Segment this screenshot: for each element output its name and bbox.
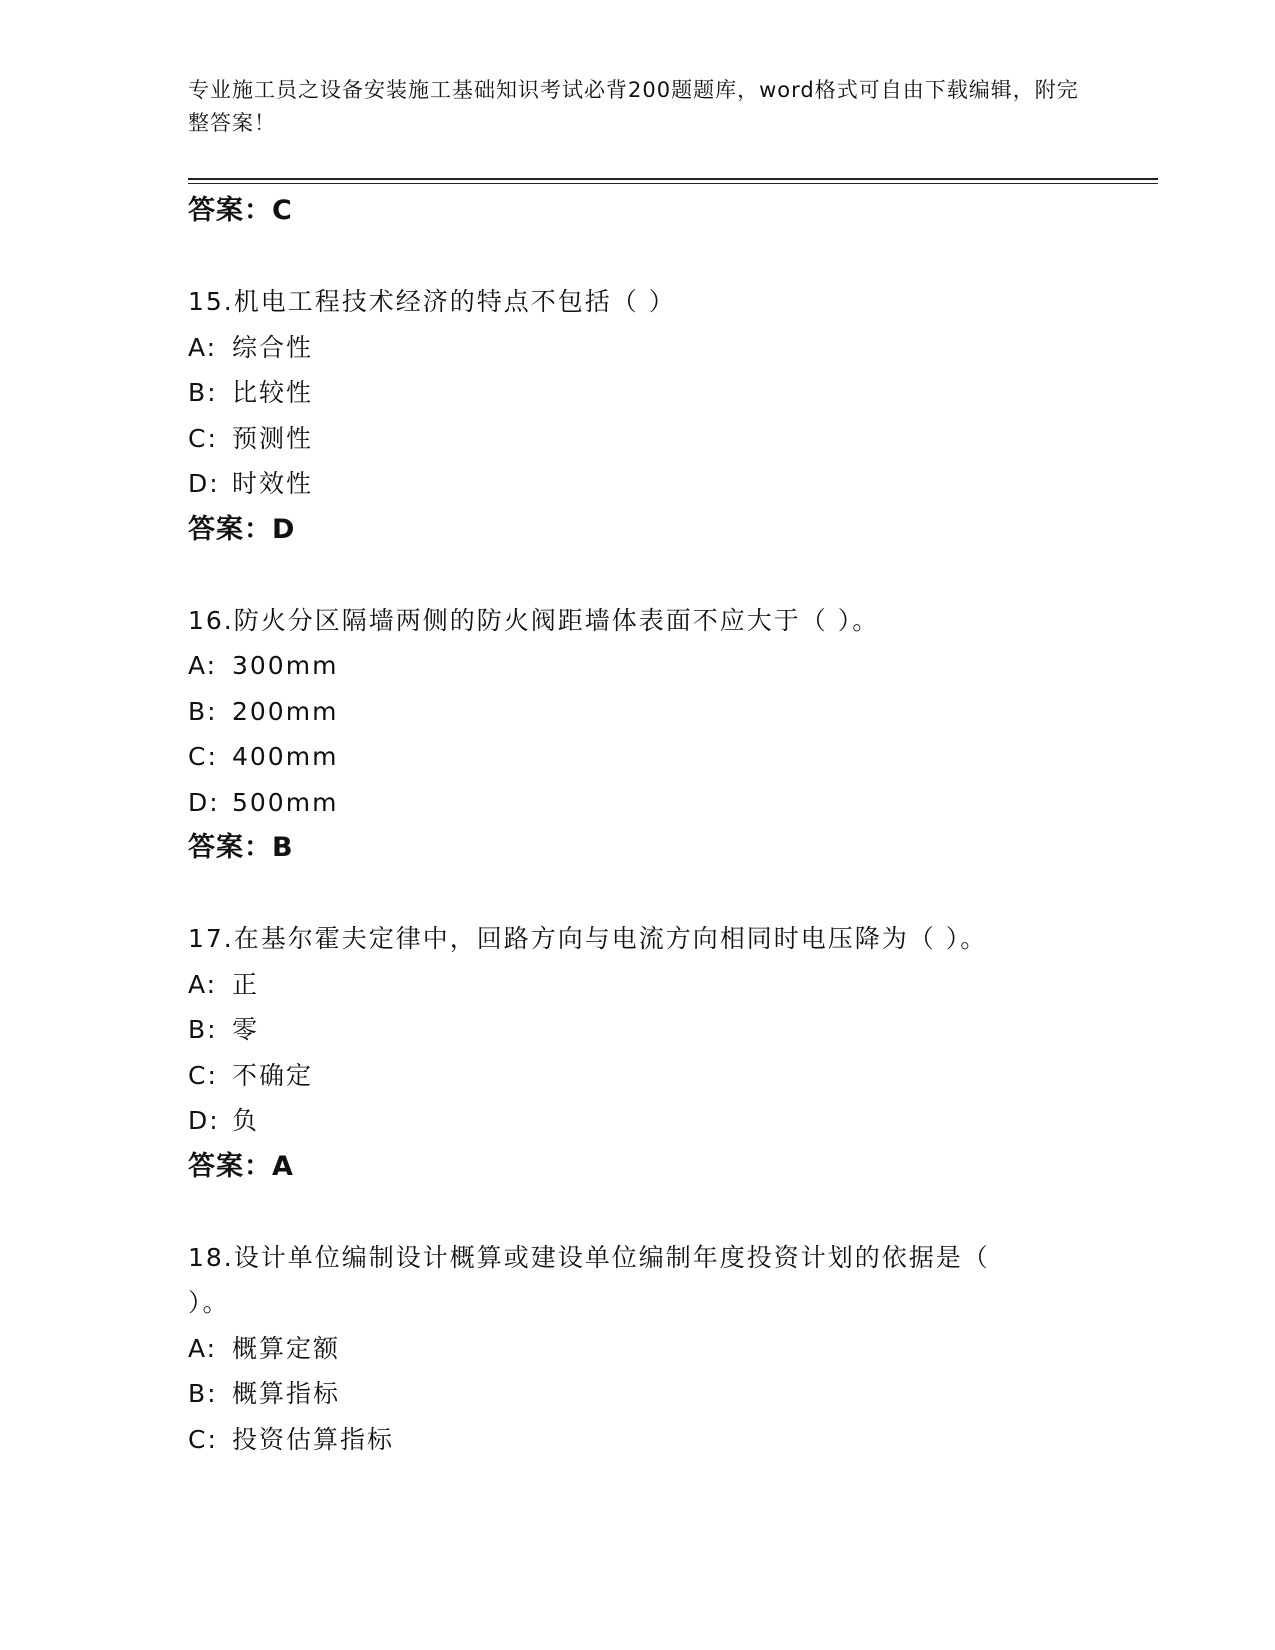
question-stem: 15.机电工程技术经济的特点不包括（ ） [188,287,676,316]
option-a [188,1326,1068,1372]
option-text: 预测性 [232,423,314,453]
option-b [188,370,1068,416]
question-stem: 17.在基尔霍夫定律中，回路方向与电流方向相同时电压降为（ ）。 [188,924,988,953]
option-label: B: [188,378,218,407]
option-text: 零 [232,1015,260,1044]
option-label: C: [188,1424,218,1454]
question-16 [188,598,1068,871]
answer: 答案：A [188,1150,294,1182]
option-text: 概算定额 [232,1333,341,1363]
option-label: C: [188,423,218,453]
option-d [188,461,1068,507]
prev-answer: 答案：C [188,195,293,226]
option-a [188,325,1068,371]
option-label: D: [188,469,220,498]
header-rule-thick [188,178,1158,180]
spacer [188,871,1068,917]
option-b [188,689,1068,735]
option-c [188,734,1068,780]
document-header: 专业施工员之设备安装施工基础知识考试必背200题题库，word格式可自由下载编辑，附完整答案！ [188,78,1079,135]
option-label: A: [188,1333,218,1363]
question-stem-line-1: 18.设计单位编制设计概算或建设单位编制年度投资计划的依据是（ [188,1242,990,1272]
spacer [188,552,1068,598]
option-text: 300mm [232,651,339,680]
option-label: D: [188,787,220,817]
option-b [188,1007,1068,1053]
option-c [188,1417,1068,1463]
option-text: 400mm [232,742,339,771]
question-18 [188,1235,1068,1463]
option-text: 正 [232,969,260,999]
option-text: 时效性 [232,469,314,498]
option-label: A: [188,969,218,999]
option-label: B: [188,1379,218,1408]
option-d [188,1098,1068,1144]
option-c [188,416,1068,462]
option-c [188,1053,1068,1099]
answer: 答案：D [188,513,296,545]
answer: 答案：B [188,832,294,863]
option-label: B: [188,696,218,726]
option-text: 500mm [232,787,339,817]
option-text: 综合性 [232,332,314,362]
option-label: B: [188,1015,218,1044]
option-label: C: [188,1060,218,1090]
option-a [188,643,1068,689]
spacer [188,234,1068,280]
option-text: 概算指标 [232,1379,341,1408]
option-text: 不确定 [232,1060,314,1090]
option-a [188,962,1068,1008]
option-label: A: [188,651,218,680]
option-text: 比较性 [232,378,314,407]
option-text: 200mm [232,696,339,726]
question-list [188,188,1068,1462]
option-text: 投资估算指标 [232,1424,395,1454]
question-stem-line-2: ）。 [188,1288,230,1317]
option-label: A: [188,332,218,362]
header-rule-thin [188,183,1158,184]
question-17 [188,916,1068,1189]
option-b [188,1371,1068,1417]
question-stem: 16.防火分区隔墙两侧的防火阀距墙体表面不应大于（ ）。 [188,605,880,635]
option-label: D: [188,1106,220,1135]
option-d [188,780,1068,826]
option-label: C: [188,742,218,771]
question-15 [188,279,1068,552]
option-text: 负 [232,1106,260,1135]
spacer [188,1189,1068,1235]
